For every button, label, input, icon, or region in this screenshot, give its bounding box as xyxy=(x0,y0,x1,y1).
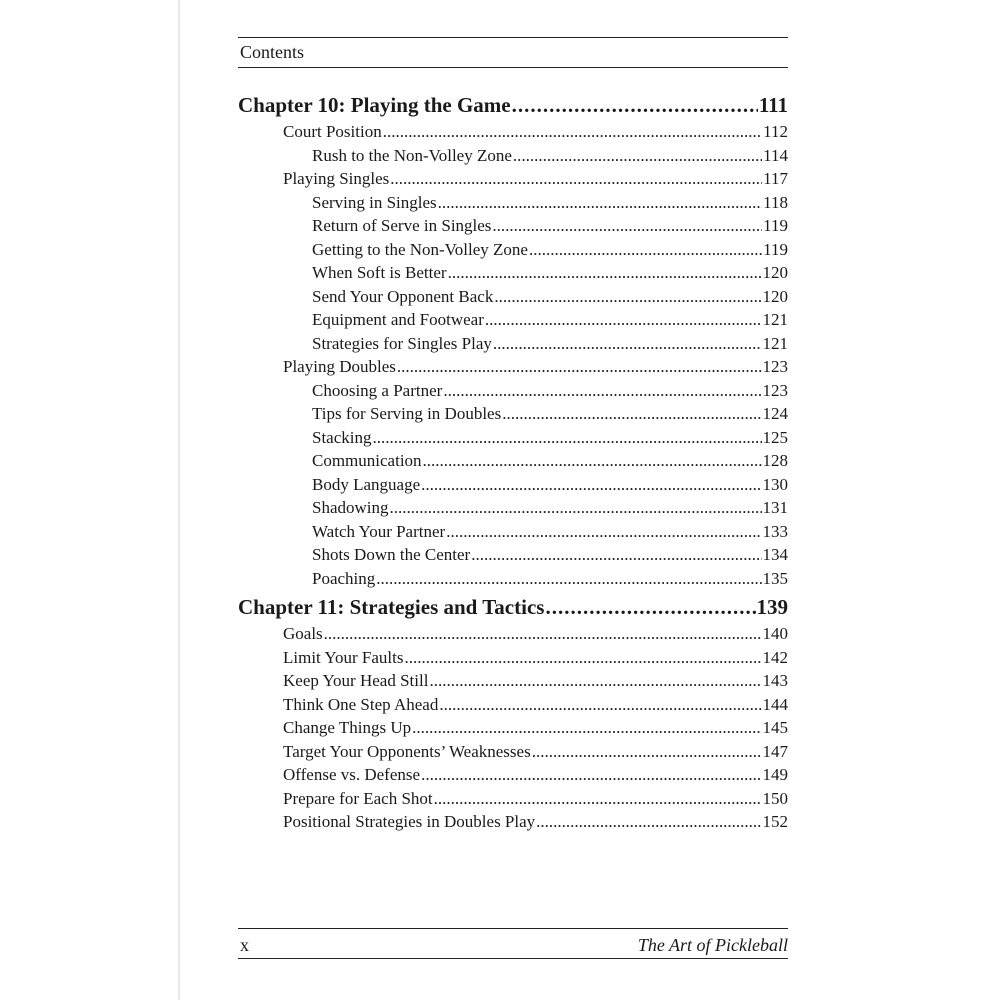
toc-entry[interactable] xyxy=(238,693,788,717)
toc-entry[interactable] xyxy=(238,238,788,262)
toc-entry-page-number: 119 xyxy=(763,216,788,235)
footer-rule-top xyxy=(238,928,788,929)
footer-rule-bottom xyxy=(238,958,788,959)
toc-entry-page-number: 123 xyxy=(762,357,788,376)
toc-entry[interactable] xyxy=(238,285,788,309)
dot-leader xyxy=(373,426,762,450)
dot-leader xyxy=(390,496,762,520)
book-page xyxy=(238,0,788,1000)
dot-leader xyxy=(545,592,755,622)
dot-leader xyxy=(492,214,762,238)
toc-entry-page-number: 134 xyxy=(762,545,788,564)
toc-entry-page-number: 152 xyxy=(762,812,788,831)
toc-entry[interactable] xyxy=(238,214,788,238)
toc-entry-title: Body Language xyxy=(312,474,421,494)
table-of-contents xyxy=(238,88,788,834)
toc-entry-page-number: 112 xyxy=(763,122,788,141)
toc-entry[interactable] xyxy=(238,520,788,544)
dot-leader xyxy=(390,167,762,191)
header-rule-bottom xyxy=(238,67,788,68)
toc-entry-title: Stacking xyxy=(312,427,372,447)
toc-entry[interactable] xyxy=(238,646,788,670)
dot-leader xyxy=(471,543,761,567)
page-number: x xyxy=(240,935,249,955)
toc-chapter-page-number: 111 xyxy=(758,93,788,117)
toc-entry-page-number: 142 xyxy=(762,647,788,667)
dot-leader xyxy=(502,402,761,426)
dot-leader xyxy=(448,261,762,285)
dot-leader xyxy=(421,763,761,787)
toc-chapter-page-number: 139 xyxy=(756,595,788,619)
toc-entry-title: Playing Doubles xyxy=(283,357,396,376)
toc-entry-title: Serving in Singles xyxy=(312,192,437,212)
toc-entry[interactable] xyxy=(238,716,788,740)
toc-entry-page-number: 135 xyxy=(762,568,788,588)
toc-entry[interactable] xyxy=(238,740,788,764)
toc-entry-page-number: 140 xyxy=(762,624,788,643)
toc-entry-title: Watch Your Partner xyxy=(312,521,446,541)
toc-entry-page-number: 144 xyxy=(762,694,788,714)
toc-entry-page-number: 117 xyxy=(763,169,788,188)
dot-leader xyxy=(404,646,761,670)
toc-entry[interactable] xyxy=(238,308,788,332)
toc-chapter[interactable] xyxy=(238,592,788,622)
toc-entry-page-number: 121 xyxy=(762,333,788,353)
toc-chapter-title: Chapter 11: Strategies and Tactics xyxy=(238,595,545,619)
toc-entry[interactable] xyxy=(238,496,788,520)
toc-entry[interactable] xyxy=(238,763,788,787)
toc-entry-page-number: 143 xyxy=(762,671,788,690)
toc-entry[interactable] xyxy=(238,332,788,356)
toc-entry[interactable] xyxy=(238,622,788,646)
toc-entry-title: Strategies for Singles Play xyxy=(312,333,492,353)
toc-entry-title: Keep Your Head Still xyxy=(283,671,429,690)
dot-leader xyxy=(438,191,762,215)
toc-entry-page-number: 118 xyxy=(763,192,788,212)
header-rule-top xyxy=(238,37,788,38)
toc-entry-page-number: 149 xyxy=(762,765,788,784)
toc-entry-title: Return of Serve in Singles xyxy=(312,216,492,235)
dot-leader xyxy=(485,308,762,332)
toc-entry-title: Shadowing xyxy=(312,498,389,517)
toc-entry[interactable] xyxy=(238,144,788,168)
dot-leader xyxy=(529,238,762,262)
dot-leader xyxy=(493,332,762,356)
toc-entry[interactable] xyxy=(238,473,788,497)
toc-entry-title: Choosing a Partner xyxy=(312,380,443,400)
toc-entry[interactable] xyxy=(238,355,788,379)
toc-entry-page-number: 114 xyxy=(763,145,788,165)
dot-leader xyxy=(434,787,762,811)
toc-entry[interactable] xyxy=(238,379,788,403)
toc-entry-page-number: 131 xyxy=(762,498,788,517)
toc-chapter[interactable] xyxy=(238,90,788,120)
toc-entry[interactable] xyxy=(238,167,788,191)
toc-entry-page-number: 147 xyxy=(762,741,788,761)
toc-entry-page-number: 120 xyxy=(762,263,788,282)
toc-entry-title: Change Things Up xyxy=(283,718,412,737)
dot-leader xyxy=(423,449,762,473)
toc-entry-page-number: 120 xyxy=(762,286,788,306)
toc-entry-title: Send Your Opponent Back xyxy=(312,286,494,306)
toc-entry-title: Equipment and Footwear xyxy=(312,310,484,329)
toc-entry[interactable] xyxy=(238,810,788,834)
toc-entry-page-number: 150 xyxy=(762,788,788,808)
dot-leader xyxy=(383,120,762,144)
page-spine-shadow xyxy=(178,0,180,1000)
toc-entry-title: Playing Singles xyxy=(283,169,390,188)
toc-entry-title: Communication xyxy=(312,451,422,470)
toc-entry-title: Goals xyxy=(283,624,323,643)
toc-entry[interactable] xyxy=(238,449,788,473)
dot-leader xyxy=(421,473,761,497)
toc-entry-title: Shots Down the Center xyxy=(312,545,471,564)
dot-leader xyxy=(324,622,762,646)
toc-entry-title: Think One Step Ahead xyxy=(283,694,439,714)
toc-entry-page-number: 121 xyxy=(762,310,788,329)
toc-entry[interactable] xyxy=(238,567,788,591)
running-header: Contents xyxy=(240,42,305,62)
dot-leader xyxy=(376,567,761,591)
toc-entry[interactable] xyxy=(238,191,788,215)
toc-entry-page-number: 119 xyxy=(763,239,788,259)
dot-leader xyxy=(536,810,761,834)
running-footer-book-title: The Art of Pickleball xyxy=(637,935,788,955)
dot-leader xyxy=(443,379,761,403)
toc-entry[interactable] xyxy=(238,402,788,426)
toc-entry[interactable] xyxy=(238,120,788,144)
toc-entry-title: Court Position xyxy=(283,122,382,141)
toc-entry-page-number: 130 xyxy=(762,474,788,494)
toc-entry-title: Target Your Opponents’ Weaknesses xyxy=(283,741,531,761)
dot-leader xyxy=(512,90,758,120)
dot-leader xyxy=(429,669,761,693)
toc-entry-page-number: 123 xyxy=(762,380,788,400)
toc-entry-title: Rush to the Non-Volley Zone xyxy=(312,145,512,165)
toc-entry-title: Prepare for Each Shot xyxy=(283,788,433,808)
dot-leader xyxy=(494,285,761,309)
toc-entry[interactable] xyxy=(238,426,788,450)
dot-leader xyxy=(439,693,761,717)
dot-leader xyxy=(446,520,761,544)
toc-entry-page-number: 133 xyxy=(762,521,788,541)
toc-chapter-title: Chapter 10: Playing the Game xyxy=(238,93,511,117)
dot-leader xyxy=(532,740,762,764)
dot-leader xyxy=(397,355,762,379)
toc-entry-page-number: 145 xyxy=(762,718,788,737)
toc-entry-title: Getting to the Non-Volley Zone xyxy=(312,239,528,259)
toc-entry-page-number: 124 xyxy=(762,404,788,423)
dot-leader xyxy=(513,144,762,168)
toc-entry-title: Tips for Serving in Doubles xyxy=(312,404,502,423)
toc-entry[interactable] xyxy=(238,669,788,693)
toc-entry-title: Poaching xyxy=(312,568,376,588)
toc-entry-title: Positional Strategies in Doubles Play xyxy=(283,812,536,831)
toc-entry-title: When Soft is Better xyxy=(312,263,447,282)
toc-entry[interactable] xyxy=(238,543,788,567)
toc-entry[interactable] xyxy=(238,261,788,285)
toc-entry[interactable] xyxy=(238,787,788,811)
dot-leader xyxy=(412,716,761,740)
toc-entry-page-number: 128 xyxy=(762,451,788,470)
toc-entry-title: Offense vs. Defense xyxy=(283,765,421,784)
toc-entry-title: Limit Your Faults xyxy=(283,647,404,667)
toc-entry-page-number: 125 xyxy=(762,427,788,447)
